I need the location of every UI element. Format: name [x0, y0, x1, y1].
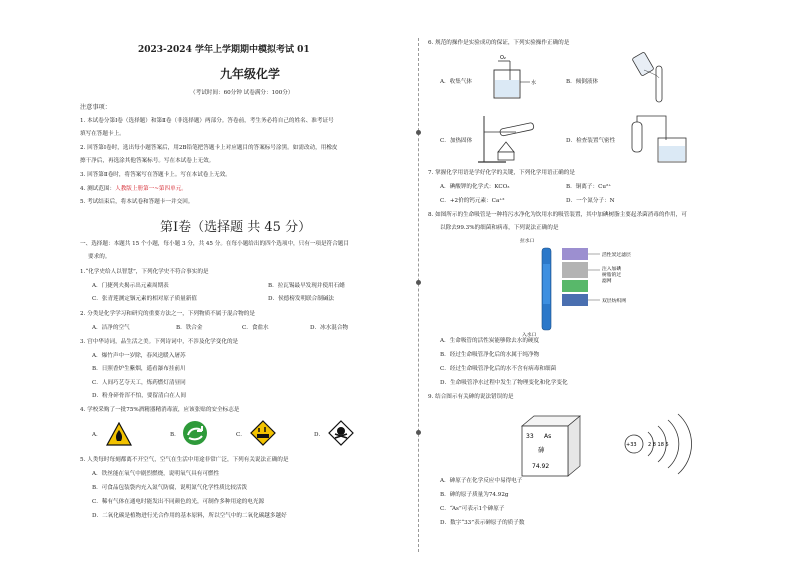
option: B．拉瓦锡最早发现并使用石蜡 [268, 283, 345, 289]
option: D．生命吸管净水过程中发生了物理变化和化学变化 [440, 380, 568, 386]
note-line: 1. 本试卷分第Ⅰ卷（选择题）和第Ⅱ卷（非选择题）两部分。答卷前，考生务必将自己的姓名、准考证号 [80, 118, 334, 124]
life-straw-diagram [520, 234, 660, 338]
exam-meta: （考试时间：60分钟 试卷满分：100分） [190, 90, 294, 96]
exam-title: 2023-2024 学年上学期期中模拟考试 01 [138, 45, 310, 55]
pour-liquid-illustration [622, 48, 682, 108]
flammable-sign-icon [106, 422, 132, 446]
section-instruction: 一、选择题：本题共 15 个小题，每小题 3 分，共 45 分。在每小题给出的四个选项中，只有一项是符合题目 [80, 241, 349, 247]
option: A．洁净的空气 [92, 325, 130, 331]
straw-layer-label: 活性炭过滤层 [602, 253, 631, 258]
binding-dot [416, 430, 421, 435]
option: B． [170, 432, 180, 438]
note-line: 擦干净后，再选涂其他答案标号。写在本试卷上无效。 [80, 158, 215, 164]
option: D．一个氮分子：N [566, 198, 615, 204]
option: C． [236, 432, 246, 438]
option: A．砷原子在化学反应中易得电子 [440, 478, 523, 484]
section-instruction: 要求的。 [88, 254, 111, 260]
option: D．二氧化碳是植物进行光合作用的基本原料，所以空气中的二氧化碳越多越好 [92, 513, 287, 519]
element-name: 砷 [538, 446, 545, 454]
option: D．冰水混合物 [310, 325, 349, 331]
gas-collection-illustration [486, 52, 542, 100]
option: B．可食品包装袋内充入氮气防腐，说明氮气化学性质比较活泼 [92, 485, 248, 491]
element-symbol: As [544, 433, 552, 440]
option: B．铜离子：Cu²⁺ [566, 184, 612, 190]
question-stem: 2. 分类是化学学习和研究的重要方法之一，下列物质不属于混合物的是 [80, 311, 255, 317]
oxygen-label: O₂ [500, 55, 506, 61]
option: B．铁合金 [176, 325, 203, 331]
note-line: 2. 回答第Ⅰ卷时，选出每小题答案后，用2B铅笔把答题卡上对应题目的答案标号涂黑。如需改动，用橡皮 [80, 145, 338, 151]
straw-layer-label: 双层纺织网 [602, 299, 626, 304]
question-stem: 9. 结合图示有关砷的说法错误的是 [428, 394, 514, 400]
heating-solid-illustration [476, 112, 546, 166]
notes-label: 注意事项： [80, 104, 111, 111]
corrosive-sign-icon [250, 420, 276, 446]
note-line: 5. 考试结束后，将本试卷和答题卡一并交回。 [80, 199, 194, 205]
question-stem: 6. 规范的操作是实验成功的保证，下列实验操作正确的是 [428, 40, 570, 46]
straw-layer-label: 注入加碘 [602, 267, 622, 272]
option: A．爆竹声中一岁除，春风送暖入屠苏 [92, 353, 186, 359]
option: B．日照香炉生紫烟，遥看瀑布挂前川 [92, 366, 186, 372]
note-line-scope [80, 186, 187, 193]
section-title: 第Ⅰ卷（选择题 共 45 分） [160, 220, 312, 235]
option: D．检查装置气密性 [566, 138, 616, 144]
right-column [426, 0, 778, 562]
option: C．张青莲测定铟元素的相对原子质量新值 [92, 296, 197, 302]
electron-shells: 2 8 18 5 [648, 442, 669, 448]
option: C．稀有气体在通电时能发出不同颜色的光，可制作多种用途的电光源 [92, 499, 265, 505]
straw-layer-label: 树脂的过 [602, 273, 622, 278]
option: A．铁丝能在氧气中剧烈燃烧，说明氧气具有可燃性 [92, 471, 220, 477]
atomic-mass: 74.92 [532, 463, 550, 470]
option: D．数字“33”表示砷原子的质子数 [440, 520, 525, 526]
question-stem: 3. 宫中华诗词，品生活之美。下列诗词中，不涉及化学变化的是 [80, 339, 239, 345]
nucleus-charge: +33 [626, 442, 637, 448]
straw-label-bottom: 入水口 [522, 333, 537, 338]
option: C．+2价的钙元素：Ca⁺² [440, 198, 505, 204]
airtightness-check-illustration [626, 112, 698, 166]
option: D．粉身碎骨浑不怕，要留清白在人间 [92, 393, 186, 399]
option: B．经过生命吸管净化后的水属于纯净物 [440, 352, 540, 358]
question-stem: 5. 人类每时每刻都离不开空气，空气在生活中用途非常广泛，下列有关说法正确的是 [80, 457, 289, 463]
question-stem: 7. 掌握化学用语是学好化学的关键，下列化学用语正确的是 [428, 170, 575, 176]
atomic-number: 33 [526, 433, 534, 440]
recycle-sign-icon [182, 420, 208, 446]
option: B．砷的原子质量为74.92g [440, 492, 509, 498]
arsenic-element-diagram [510, 404, 720, 484]
option: D．侯德榜发明联合制碱法 [268, 296, 335, 302]
option: C．加热固体 [440, 138, 473, 144]
straw-layer-label: 滤网 [602, 279, 612, 284]
subject-title: 九年级化学 [220, 67, 281, 81]
option: A．门捷列夫揭示出元素周期表 [92, 283, 169, 289]
option: C．人间巧艺夺天工，炼药燃灯清昼同 [92, 380, 186, 386]
option: A．生命吸管的活性炭能够除去水的硬度 [440, 338, 540, 344]
binding-dot [416, 280, 421, 285]
option: B．倾倒液体 [566, 79, 599, 85]
left-column [78, 0, 412, 562]
option: A．收集气体 [440, 79, 473, 85]
option: A．碘酸钾的化学式：KCO₃ [440, 184, 510, 190]
option: C．经过生命吸管净化后的水不含有病毒和细菌 [440, 366, 557, 372]
straw-label-top: 拉水口 [520, 239, 535, 244]
binding-dot [416, 130, 421, 135]
question-stem-cont: 以除去99.3%的细菌和病毒，下列说法正确的是 [440, 225, 559, 231]
scope-value: 人教版上册第一~第四单元。 [115, 186, 187, 192]
question-stem: 8. 如图所示的生命吸管是一种将污水净化为饮用水的吸管装置，其中加碘树脂主要起杀菌消毒的作用，可 [428, 212, 687, 218]
note-line: 3. 回答第Ⅱ卷时，将答案写在答题卡上。写在本试卷上无效。 [80, 172, 231, 178]
column-divider [418, 38, 419, 552]
option: D． [314, 432, 325, 438]
option: C．食盐水 [242, 325, 269, 331]
question-stem: 4. 学校采购了一批75%酒精器精消毒液，应该张贴的安全标志是 [80, 407, 240, 413]
question-stem: 1.“化学史给人以智慧”，下列化学史不符合事实的是 [80, 269, 209, 275]
option: A． [92, 432, 102, 438]
note-line: 填写在答题卡上。 [80, 131, 125, 137]
toxic-sign-icon [328, 420, 354, 446]
option: C．“As”可表示1个砷原子 [440, 506, 505, 512]
water-label: 水 [531, 80, 537, 86]
scope-label: 4. 测试范围： [80, 186, 116, 192]
